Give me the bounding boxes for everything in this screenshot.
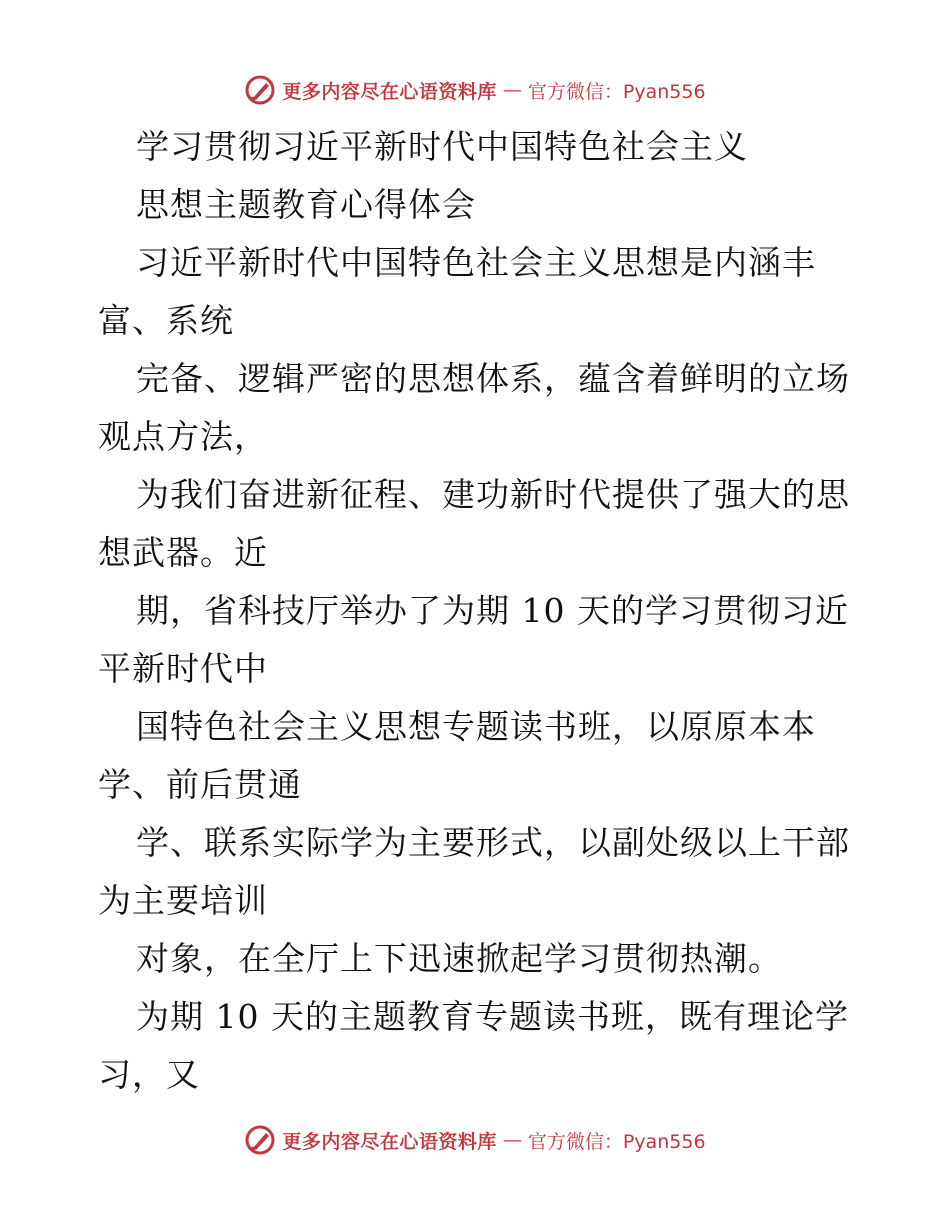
footer-separator: — xyxy=(502,1129,522,1151)
text-line: 对象，在全厅上下迅速掀起学习贯彻热潮。 xyxy=(136,939,782,978)
text-line: 国特色社会主义思想专题读书班，以原原本本 xyxy=(136,707,816,746)
text-line: 为期 10 天的主题教育专题读书班，既有理论学 xyxy=(136,997,849,1036)
header-banner xyxy=(0,72,950,108)
footer-wechat-text: 官方微信：Pyan556 xyxy=(527,1130,706,1153)
header-separator: — xyxy=(502,79,522,101)
header-site-text: 更多内容尽在心语资料库 xyxy=(282,80,497,103)
header-wechat-text: 官方微信：Pyan556 xyxy=(527,80,706,103)
quill-logo-icon xyxy=(244,74,276,106)
text-line: 思想主题教育心得体会 xyxy=(136,185,476,224)
text-line: 观点方法， xyxy=(98,417,268,456)
text-line: 想武器。近 xyxy=(98,533,268,572)
document-body xyxy=(98,118,878,1104)
text-line: 为我们奋进新征程、建功新时代提供了强大的思 xyxy=(136,475,850,514)
text-line: 期，省科技厅举办了为期 10 天的学习贯彻习近 xyxy=(136,591,849,630)
text-line: 习，又 xyxy=(98,1055,200,1094)
text-line: 完备、逻辑严密的思想体系，蕴含着鲜明的立场 xyxy=(136,359,850,398)
text-line: 学、联系实际学为主要形式，以副处级以上干部 xyxy=(136,823,850,862)
text-line: 学、前后贯通 xyxy=(98,765,302,804)
text-line: 学习贯彻习近平新时代中国特色社会主义 xyxy=(136,127,748,166)
text-line: 为主要培训 xyxy=(98,881,268,920)
footer-site-text: 更多内容尽在心语资料库 xyxy=(282,1130,497,1153)
text-line: 平新时代中 xyxy=(98,649,268,688)
text-line: 习近平新时代中国特色社会主义思想是内涵丰 xyxy=(136,243,816,282)
quill-logo-icon xyxy=(244,1124,276,1156)
footer-banner xyxy=(0,1122,950,1158)
text-line: 富、系统 xyxy=(98,301,234,340)
